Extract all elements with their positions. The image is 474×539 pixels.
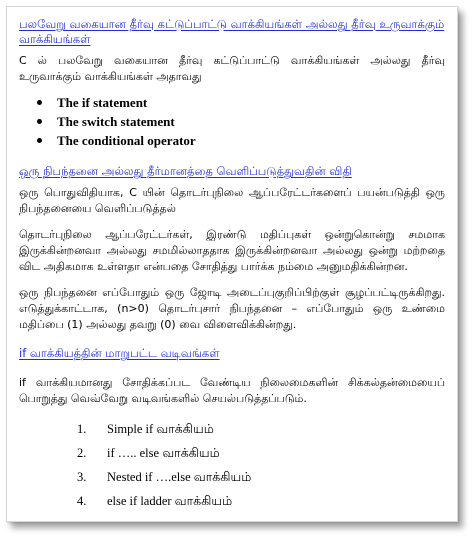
list-number: 4. <box>77 494 87 508</box>
bullet-text: The switch statement <box>57 114 175 129</box>
list-item <box>77 465 445 489</box>
list-item <box>77 417 445 441</box>
list-item-text: Simple if வாக்கியம் <box>107 422 214 436</box>
if-forms-list <box>19 417 445 513</box>
list-number: 1. <box>77 422 87 436</box>
bullet-item <box>37 112 445 131</box>
list-number: 2. <box>77 446 87 460</box>
document-body <box>19 15 445 513</box>
bullet-text: The if statement <box>57 95 148 110</box>
bullet-icon <box>37 100 42 105</box>
list-item <box>77 489 445 513</box>
if-forms-paragraph: if வாக்கியமானது சோதிக்கப்பட வேண்டிய நிலைமைகளின் சிக்கல்தன்மையைப் பொறுத்து வெவ்வேறு வடிவங்களில் செயல்படுத்தப்படும். <box>19 376 445 405</box>
rule-paragraph-1: ஒரு பொதுவிதியாக, C யின் தொடர்புநிலை ஆப்பரேட்டர்களைப் பயன்படுத்தி ஒரு நிபந்தனையை வெளிப்படுத்தல் <box>19 186 445 215</box>
rule-paragraph-3: ஒரு நிபந்தனை எப்போதும் ஒரு ஜோடி அடைப்புகுறிப்பிற்குள் சூழப்பட்டிருக்கிறது. எடுத்துக்காட்டாக, (n>0) தொடர்புசார் நிபந்தனை – எப்போதும் ஒரு உண்மை மதிப்பை (1) அல்லது தவறு (0) வை விளைவிக்கின்றது. <box>19 286 445 331</box>
statement-bullet-list <box>19 93 445 150</box>
section-heading-condition-rule: ஒரு நிபந்தனை அல்லது தீர்மானத்தை வெளிப்படுத்துவதின் விதி <box>19 164 352 178</box>
bullet-text: The conditional operator <box>57 133 196 148</box>
rule-paragraph-2: தொடர்புநிலை ஆப்பரேட்டர்கள், இரண்டு மதிப்புகள் ஒன்றுகொன்று சமமாக இருக்கின்றனவா அல்லது சமமில்லாததாக இருக்கின்றனவா அல்லது ஒன்று மற்றதை விட அதிகமாக உள்ளதா என்பதை சோதித்து பார்க்க நம்மை அனுமதிக்கின்றன. <box>19 228 445 273</box>
bullet-item <box>37 93 445 112</box>
bullet-item <box>37 131 445 150</box>
list-item-text: if ….. else வாக்கியம் <box>107 446 220 460</box>
list-item-text: else if ladder வாக்கியம் <box>107 494 233 508</box>
bullet-icon <box>37 138 42 143</box>
section-heading-decision-statements: பலவேறு வகையான தீர்வு கட்டுப்பாட்டு வாக்கியங்கள் அல்லது தீர்வு உருவாக்கும் வாக்கியங்கள் <box>19 17 445 46</box>
section-heading-if-forms: if வாக்கியத்தின் மாறுபட்ட வடிவங்கள் <box>19 346 220 360</box>
intro-paragraph: C ல் பலவேறு வகையான தீர்வு கட்டுப்பாட்டு வாக்கியங்கள் அல்லது தீர்வு உருவாக்கும் வாக்கியங்கள் அதாவது <box>19 54 445 83</box>
list-number: 3. <box>77 470 87 484</box>
bullet-icon <box>37 119 42 124</box>
list-item <box>77 441 445 465</box>
document-card <box>6 6 458 522</box>
list-item-text: Nested if ….else வாக்கியம் <box>107 470 252 484</box>
